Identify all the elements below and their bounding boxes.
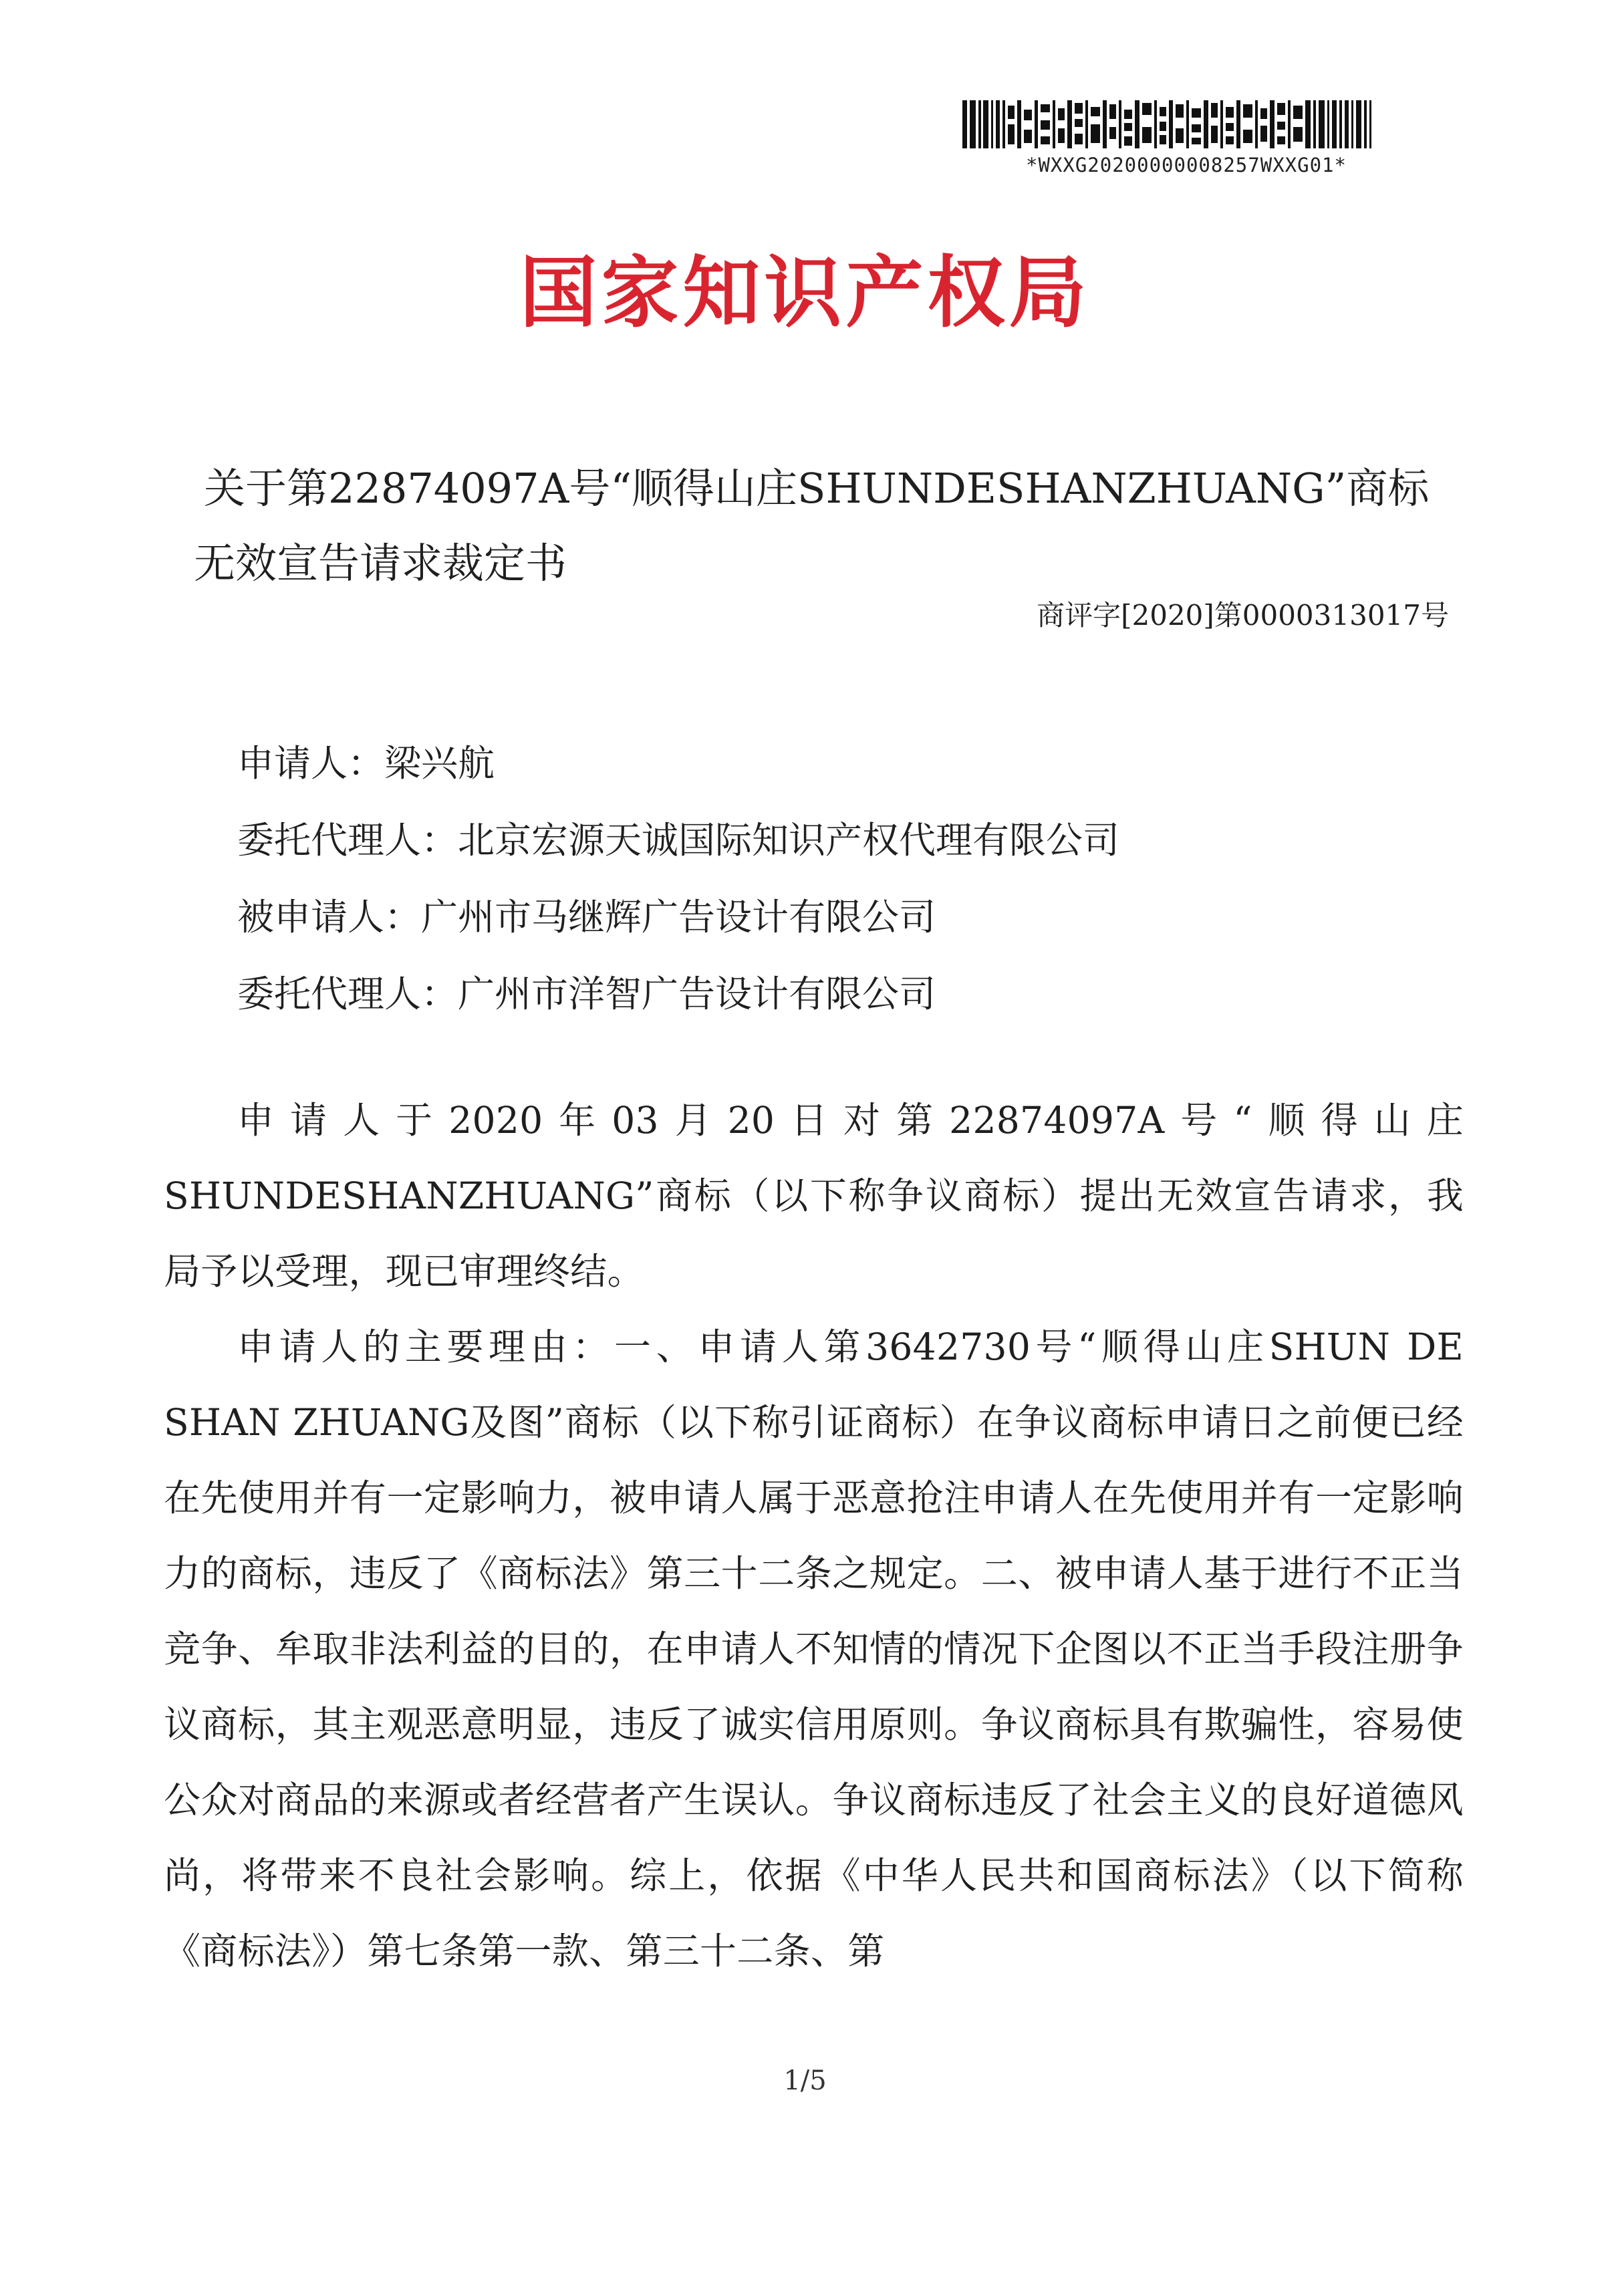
- paragraph: 申请人于2020年03月20日对第22874097A号“顺得山庄SHUNDESHANZHUANG”商标（以下称争议商标）提出无效宣告请求，我局予以受理，现已审理终结。: [164, 1099, 1464, 1293]
- barcode-icon: [962, 100, 1390, 148]
- barcode: [962, 100, 1403, 180]
- document-body: [164, 1083, 1464, 1989]
- page-number: 1/5: [783, 2065, 827, 2096]
- party-applicant-agent: 委托代理人：北京宏源天诚国际知识产权代理有限公司: [237, 819, 1120, 862]
- party-respondent-agent: 委托代理人：广州市洋智广告设计有限公司: [237, 973, 936, 1015]
- document-number: 商评字[2020]第0000313017号: [1037, 599, 1449, 632]
- agency-title: 国家知识产权局: [519, 248, 1091, 338]
- parties-list: [237, 725, 1474, 1033]
- paragraph: 申请人的主要理由：一、申请人第3642730号“顺得山庄SHUN DE SHAN ZHUANG及图”商标（以下称引证商标）在争议商标申请日之前便已经在先使用并有一定影响力，被申请人属于恶意抢注申请人在先使用并有一定影响力的商标，违反了《商标法》第三十二条之规定。二、被申请人基于进行不正当竞争、牟取非法利益的目的，在申请人不知情的情况下企图以不正当手段注册争议商标，其主观恶意明显，违反了诚实信用原则。争议商标具有欺骗性，容易使公众对商品的来源或者经营者产生误认。争议商标违反了社会主义的良好道德风尚，将带来不良社会影响。综上，依据《中华人民共和国商标法》（以下简称《商标法》）第七条第一款、第三十二条、第: [164, 1325, 1464, 1972]
- barcode-number: *WXXG20200000008257WXXG01*: [1026, 154, 1347, 176]
- party-respondent: 被申请人：广州市马继辉广告设计有限公司: [237, 896, 936, 938]
- party-applicant: 申请人：梁兴航: [237, 742, 495, 785]
- document-title: 关于第22874097A号“顺得山庄SHUNDESHANZHUANG”商标无效宣告请求裁定书: [194, 464, 1430, 588]
